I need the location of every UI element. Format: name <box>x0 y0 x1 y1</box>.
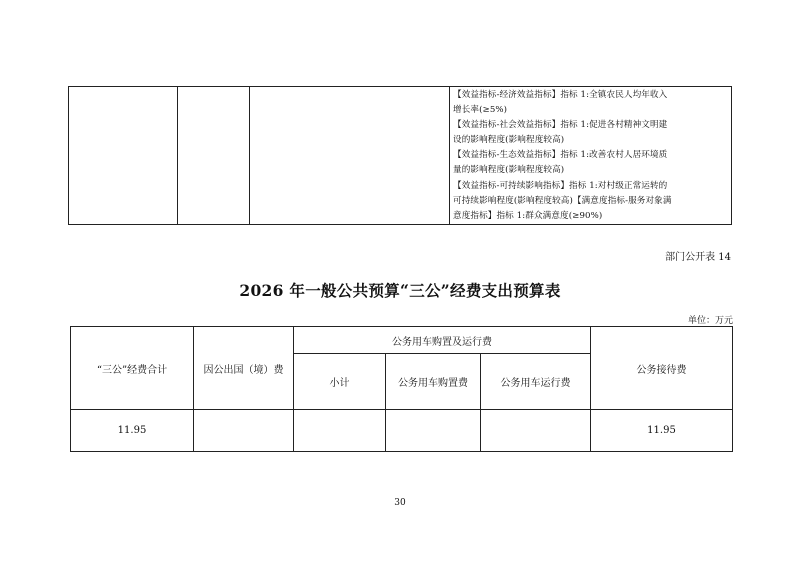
indicator-cell <box>453 88 731 224</box>
table-row <box>71 410 733 452</box>
table-divider <box>177 87 178 224</box>
header-vehicle-operation: 公务用车运行费 <box>481 354 591 410</box>
cell-vehicle-purchase <box>386 410 481 452</box>
indicator-line: 量的影响程度(影响程度较高) <box>453 165 565 176</box>
header-vehicle-purchase: 公务用车购置费 <box>386 354 481 410</box>
indicator-line: 【效益指标-经济效益指标】指标 1:全镇农民人均年收入 <box>453 90 668 100</box>
page-title: 2026 年一般公共预算“三公”经费支出预算表 <box>239 281 561 300</box>
table-divider <box>449 87 450 224</box>
indicator-line: 设的影响程度(影响程度较高) <box>453 135 565 146</box>
header-reception: 公务接待费 <box>591 327 733 410</box>
indicator-line: 【效益指标-可持续影响指标】指标 1:对村级正常运转的 <box>453 180 668 191</box>
indicator-line: 可持续影响程度(影响程度较高)【满意度指标-服务对象满 <box>453 195 672 206</box>
header-subtotal: 小计 <box>294 354 386 410</box>
header-vehicle-group: 公务用车购置及运行费 <box>294 327 591 354</box>
cell-abroad <box>194 410 294 452</box>
table-divider <box>249 87 250 224</box>
unit-label: 单位：万元 <box>687 316 733 326</box>
page-number: 30 <box>394 498 406 508</box>
three-public-expense-table <box>70 326 733 452</box>
form-label: 部门公开表 14 <box>665 252 731 263</box>
header-total: “三公”经费合计 <box>71 327 194 410</box>
cell-vehicle-operation <box>481 410 591 452</box>
cell-reception: 11.95 <box>591 410 733 452</box>
indicator-line: 【效益指标-社会效益指标】指标 1:促进各村精神文明建 <box>453 120 668 131</box>
indicator-line: 增长率(≥5%) <box>453 105 508 116</box>
header-abroad: 因公出国（境）费 <box>194 327 294 410</box>
indicator-line: 意度指标】指标 1:群众满意度(≥90%) <box>453 210 603 221</box>
indicator-line: 【效益指标-生态效益指标】指标 1:改善农村人居环境质 <box>453 150 668 161</box>
cell-subtotal <box>294 410 386 452</box>
cell-total: 11.95 <box>71 410 194 452</box>
